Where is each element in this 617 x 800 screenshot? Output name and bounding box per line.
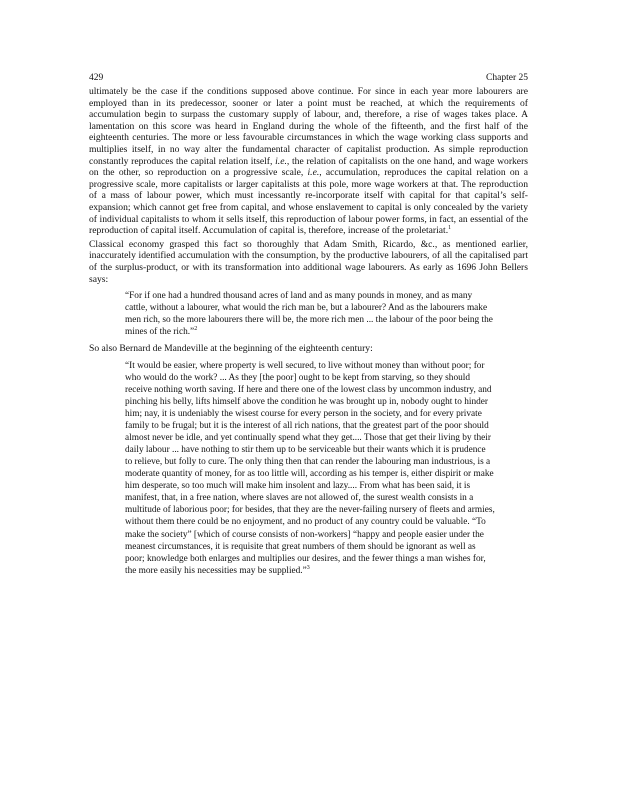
- footnote-marker-1: 1: [448, 224, 452, 231]
- footnote-marker-3: 3: [306, 564, 310, 571]
- page-body: [89, 86, 528, 582]
- page-number: 429: [89, 73, 104, 83]
- paragraph-1-text-a: ultimately be the case if the conditions supposed above continue. For since in each year more labourers are employed than in its predecessor, sooner or later a point must be reached, at which the requirements of accumulation begin to surpass the customary supply of labour, and, therefore, a rise of wages takes place. A lamentation on this score was heard in England during the whole of the fifteenth, and the first half of the eighteenth centuries. The more or less favourable circumstances in which the wage working class supports and multiplies itself, in no way alter the fundamental character of capitalist production. As simple reproduction constantly reproduces the capital relation itself,: [89, 86, 528, 167]
- paragraph-1: [89, 86, 528, 237]
- quote-mandeville: [125, 360, 495, 577]
- quote-bellers: [125, 290, 495, 338]
- paragraph-3: So also Bernard de Mandeville at the beginning of the eighteenth century:: [89, 343, 373, 355]
- paragraph-1-text-c: , accumulation, reproduces the capital relation on a progressive scale, more capitalists or larger capitalists at this pole, more wage workers at that. The reproduction of a mass of labour power, which must incessantly re-incorporate itself with capital for that capital’s self-expansion; which cannot get free from capital, and whose enslavement to capital is only concealed by the variety of individual capitalists to whom it sells itself, this reproduction of labour power forms, in fact, an essential of the reproduction of capital itself. Accumulation of capital is, therefore, increase of the proletariat.: [89, 167, 528, 237]
- footnote-marker-2: 2: [194, 326, 198, 333]
- quote-bellers-text: “For if one had a hundred thousand acres of land and as many pounds in money, and as many cattle, without a labourer, what would the rich man be, but a labourer? And as the labourers make men rich, so the more labourers there will be, the more rich men ... the labour of the poor being the mines of the rich.”: [125, 291, 493, 338]
- ie-abbrev-2: i.e.: [307, 167, 320, 179]
- paragraph-1-text-b: , the relation of capitalists on the one hand, and wage workers on the other, so reproduction on a progressive scale,: [89, 155, 528, 179]
- quote-mandeville-text: “It would be easier, where property is well secured, to live without money than without poor; for who would do the work? ... As they [the poor] ought to be kept from starving, so they should receive nothing worth saving. If here and there one of the lowest class by uncommon industry, and pinching his belly, lifts himself above the condition he was brought up in, nobody ought to hinder him; nay, it is undeniably the wisest course for every person in the society, and for every private family to be frugal; but it is the interest of all rich nations, that the greatest part of the poor should almost never be idle, and yet continually spend what they get.... Those that get their living by their daily labour ... have nothing to stir them up to be serviceable but their wants which it is prudence to relieve, but folly to cure. The only thing then that can render the labouring man industrious, is a moderate quantity of money, for as too little will, according as his temper is, either dispirit or make him desperate, so too much will make him insolent and lazy.... From what has been said, it is manifest, that, in a free nation, where slaves are not allowed of, the surest wealth consists in a multitude of laborious poor; for besides, that they are the never-failing nursery of fleets and armies, without them there could be no enjoyment, and no product of any country could be valuable. “To make the society” [which of course consists of non-workers] “happy and people easier under the meanest circumstances, it is requisite that great numbers of them should be ignorant as well as poor; knowledge both enlarges and multiplies our desires, and the fewer things a man wishes for, the more easily his necessities may be supplied.”: [125, 360, 495, 576]
- page-header: [89, 73, 528, 84]
- ie-abbrev-1: i.e.: [275, 155, 287, 167]
- paragraph-2: Classical economy grasped this fact so thoroughly that Adam Smith, Ricardo, &c., as mentioned earlier, inaccurately identified accumulation with the consumption, by the productive labourers, of all the capitalised part of the surplus-product, or with its transformation into additional wage labourers. As early as 1696 John Bellers says:: [89, 238, 528, 285]
- chapter-label: Chapter 25: [486, 73, 528, 83]
